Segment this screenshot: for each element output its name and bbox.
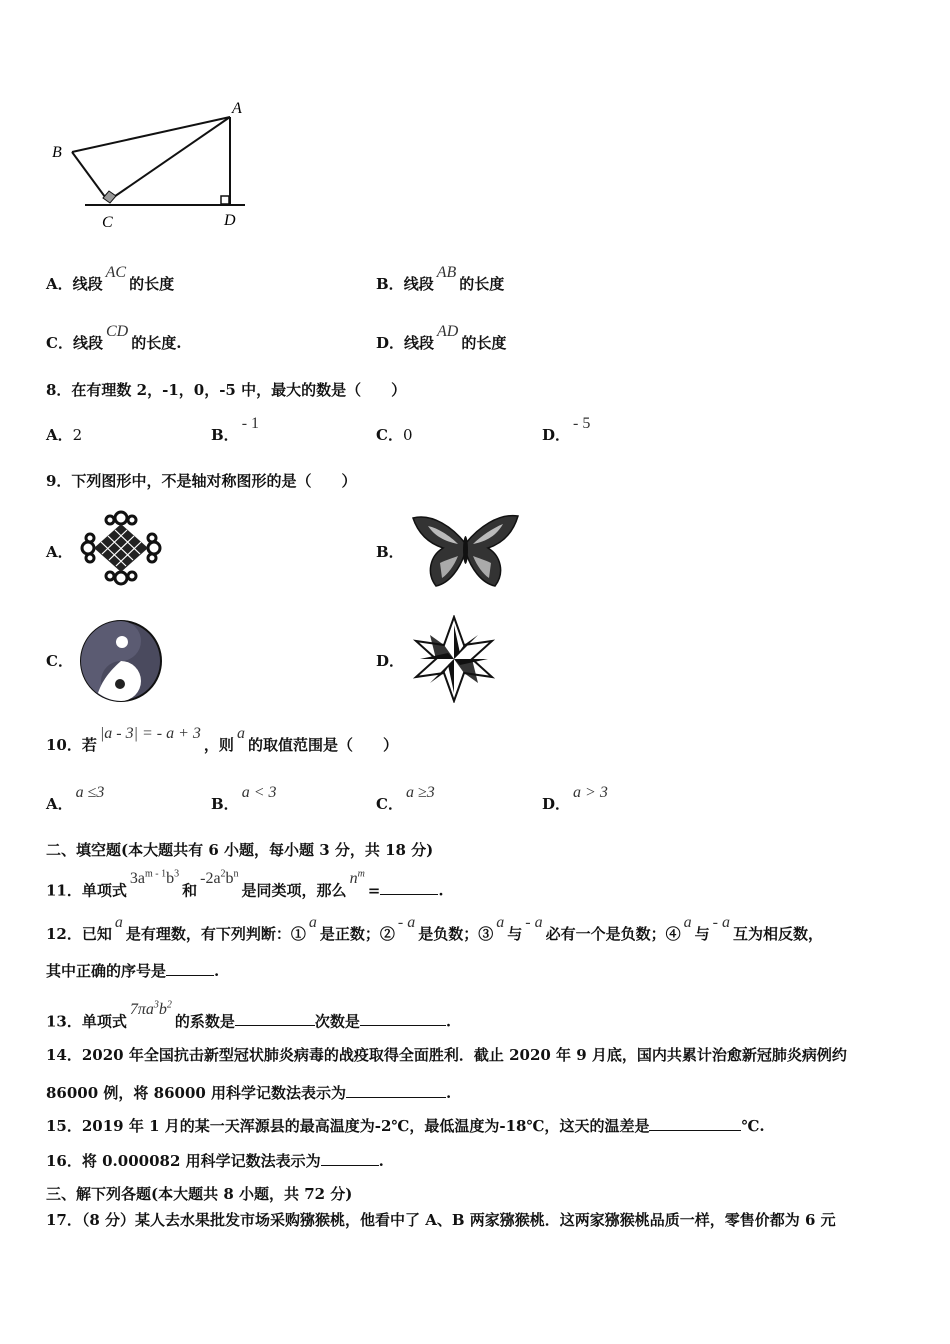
q8-option-b[interactable]: B．- 1 [211,415,260,444]
q8-option-c[interactable]: C．0 [376,426,413,444]
q16: 16．将 0.000082 用科学记数法表示为 . [46,1152,384,1170]
q15-answer-blank[interactable] [649,1116,741,1131]
q9-option-c[interactable]: C． [46,652,73,670]
q9-stem: 9．下列图形中，不是轴对称图形的是（ ） [46,472,357,490]
q8-option-a[interactable]: A．2 [46,426,83,444]
q16-answer-blank[interactable] [321,1151,379,1166]
label-a: A [232,100,242,117]
q9-option-b[interactable]: B． [376,543,404,561]
q10-option-c[interactable]: C．a ≥3 [376,784,435,813]
q10-option-b[interactable]: B．a < 3 [211,784,277,813]
q17: 17．（8 分）某人去水果批发市场采购猕猴桃，他看中了 A、B 两家猕猴桃．这两家猕猴桃品质一样，零售价都为 6 元 [46,1211,836,1229]
q12-line-1: 12．已知a是有理数，有下列判断：①a是正数；②- a是负数；③a与- a必有一个是负数；④a与- a互为相反数， [46,914,823,943]
q7-option-b[interactable]: B．线段AB的长度 [376,264,505,293]
q7-option-c[interactable]: C．线段CD的长度. [46,323,182,352]
label-d: D [224,212,236,229]
q14-line-2: 86000 例，将 86000 用科学记数法表示为 . [46,1084,452,1102]
q12-answer-blank[interactable] [166,961,214,976]
q10-option-a[interactable]: A．a ≤3 [46,784,105,813]
q9-option-a[interactable]: A． [46,543,73,561]
section-3-title: 三、解下列各题(本大题共 8 小题，共 72 分) [46,1185,353,1203]
butterfly-icon [408,508,523,590]
yin-yang-icon [78,618,164,704]
q11: 11．单项式$3a^{m - 1}b^3$和$-2a^2b^n$是同类项，那么$n^m=$ . [46,869,444,900]
q10-option-d[interactable]: D．a > 3 [542,784,608,813]
chinese-knot-icon [78,508,164,588]
triangle-figure [40,95,260,235]
label-c: C [102,214,113,231]
eight-point-star-icon [410,615,498,703]
q13: 13．单项式$7\pi a^3b^2$的系数是 次数是 . [46,1000,452,1031]
q9-option-d[interactable]: D． [376,652,405,670]
q8-stem: 8．在有理数 2，-1，0，-5 中，最大的数是（ ） [46,381,407,399]
q12-line-2: 其中正确的序号是 . [46,962,220,980]
q14-answer-blank[interactable] [346,1083,446,1098]
q11-answer-blank[interactable] [380,880,438,895]
q14-line-1: 14．2020 年全国抗击新型冠状肺炎病毒的战疫取得全面胜利．截止 2020 年 9 月底，国内共累计治愈新冠肺炎病例约 [46,1046,847,1064]
q8-option-d[interactable]: D．- 5 [542,415,591,444]
q7-option-a[interactable]: A．线段AC的长度 [46,264,175,293]
q7-option-d[interactable]: D．线段AD的长度 [376,323,507,352]
q13-coefficient-blank[interactable] [235,1011,315,1026]
label-b: B [52,144,62,161]
q13-degree-blank[interactable] [360,1011,446,1026]
q10-stem: 10．若|a - 3| = - a + 3，则a的取值范围是（ ） [46,725,398,754]
q15: 15．2019 年 1 月的某一天浑源县的最高温度为-2℃，最低温度为-18℃，这天的温差是 ℃. [46,1117,765,1135]
section-2-title: 二、填空题(本大题共有 6 小题，每小题 3 分，共 18 分) [46,841,434,859]
